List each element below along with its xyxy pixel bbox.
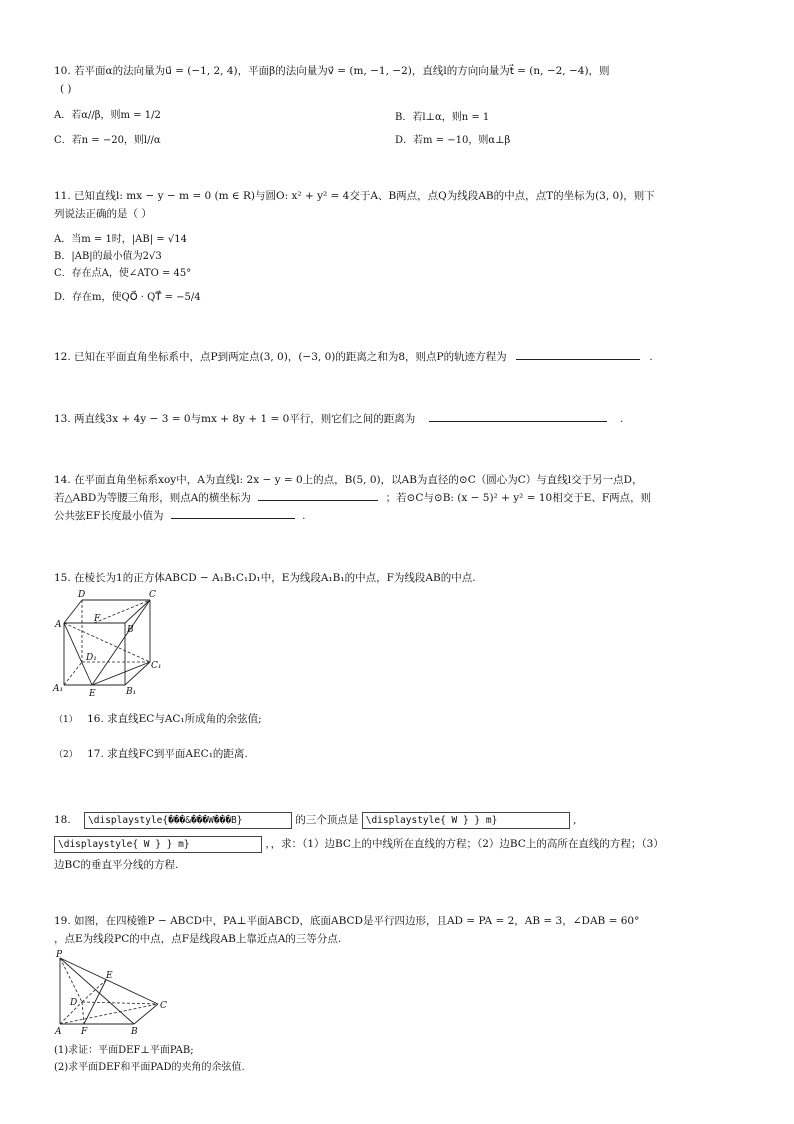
- q15-label-d1: D₁: [86, 653, 97, 663]
- q15-stem: 15. 在棱长为1的正方体ABCD − A₁B₁C₁D₁中，E为线段A₁B₁的中点，F为线段AB的中点.: [54, 572, 476, 584]
- q15-label-b1: B₁: [126, 687, 137, 697]
- pyr-hidden-dc: [82, 1002, 158, 1004]
- q15-label-c: C: [149, 590, 156, 600]
- q11-option-a: A．当m = 1时，|AB| = √14: [54, 234, 187, 245]
- q19-label-b: B: [131, 1027, 138, 1037]
- pyr-hidden-pd: [60, 958, 82, 1002]
- q19-stem-line2: ，点E为线段PC的中点，点F是线段AB上靠近点A的三等分点.: [54, 933, 342, 945]
- q19-label-a: A: [55, 1027, 62, 1037]
- cube-edge-bc: [125, 600, 150, 623]
- cube-hidden-fc: [94, 600, 150, 623]
- q18-latex-box-1: \displaystyle{���&���W���B}: [84, 812, 292, 829]
- q15-label-f: F: [94, 614, 101, 624]
- q10-paren: ( ): [60, 83, 72, 95]
- q14-period: .: [302, 510, 306, 522]
- q19-sub-1: (1)求证：平面DEF⊥平面PAB;: [54, 1045, 194, 1056]
- question-12: [54, 348, 744, 366]
- cube-hidden-a1d1: [64, 662, 82, 685]
- q11-stem-line2: 列说法正确的是（ ）: [54, 208, 152, 220]
- q15-sub2-text: 17. 求直线FC到平面AEC₁的距离.: [87, 748, 248, 760]
- question-19: [54, 912, 744, 948]
- q18-line2: [54, 832, 744, 856]
- q13-answer-blank[interactable]: [429, 410, 607, 422]
- q18-comma: ,: [573, 814, 577, 826]
- q15-sub2-number: （2）: [54, 750, 78, 760]
- pyr-edge-pb: [60, 958, 134, 1024]
- q18-latex-box-3: \displaystyle{ W } } m}: [54, 836, 262, 853]
- q14-line2-text-b: ；若⊙C与⊙B: (x − 5)² + y² = 10相交于E、F两点，则: [385, 492, 652, 504]
- q14-answer-blank-1[interactable]: [258, 489, 378, 501]
- q10-option-d: D．若m = −10，则α⊥β: [395, 135, 511, 146]
- q12-answer-blank[interactable]: [516, 348, 640, 360]
- q18-latex-box-2: \displaystyle{ W } } m}: [362, 812, 570, 829]
- q18-vertices-text: 的三个顶点是: [295, 814, 359, 826]
- cube-edge-ad: [64, 600, 82, 623]
- pyr-hidden-de: [82, 980, 106, 1002]
- q15-label-b: B: [127, 625, 134, 635]
- cube-edge-ec1: [92, 662, 150, 685]
- q15-sub1-number: （1）: [54, 715, 78, 725]
- q10-option-c: C．若n = −20，则l//α: [54, 135, 161, 146]
- q19-label-e: E: [106, 971, 113, 981]
- q19-label-p: P: [56, 950, 63, 960]
- q15-label-a: A: [55, 620, 62, 630]
- q12-text: 12. 已知在平面直角坐标系中，点P到两定点(3, 0)，(−3, 0)的距离之和为8，则点P的轨迹方程为: [54, 351, 507, 363]
- q11-stem-line1: 11. 已知直线l: mx − y − m = 0 (m ∈ R)与圆O: x² + y² = 4交于A、B两点，点Q为线段AB的中点，点T的坐标为(3, 0)，则下: [54, 190, 655, 202]
- q15-label-e: E: [89, 689, 96, 699]
- q10-option-a: A．若α//β，则m = 1/2: [54, 110, 161, 121]
- q14-line3-text: 公共弦EF长度最小值为: [54, 510, 164, 522]
- q14-line2: [54, 489, 744, 507]
- q11-option-d: D．存在m，使QO⃗ · QT⃗ = −5/4: [54, 292, 201, 303]
- question-15: [54, 569, 744, 587]
- q14-line3: [54, 507, 744, 525]
- q15-label-c1: C₁: [151, 661, 162, 671]
- question-18: [54, 808, 744, 874]
- q18-questions-text: ，，求：（1）边BC上的中线所在直线的方程；（2）边BC上的高所在直线的方程；（3）: [265, 838, 664, 850]
- q11-option-b: B．|AB|的最小值为2√3: [54, 251, 162, 262]
- pyr-edge-bc: [134, 1004, 158, 1024]
- q19-label-f: F: [81, 1027, 88, 1037]
- q18-line3: 边BC的垂直平分线的方程.: [54, 859, 179, 871]
- cube-hidden-ac1: [64, 623, 150, 662]
- q15-label-d: D: [78, 590, 86, 600]
- q18-line1: [54, 808, 744, 832]
- q18-number: 18.: [54, 814, 71, 826]
- q14-line1: 14. 在平面直角坐标系xoy中，A为直线l: 2x − y = 0上的点，B(5, 0)，以AB为直径的⊙C（圆心为C）与直线l交于另一点D，: [54, 474, 643, 486]
- q14-line2-text-a: 若△ABD为等腰三角形，则点A的横坐标为: [54, 492, 251, 504]
- q11-option-c: C．存在点A，使∠ATO = 45°: [54, 268, 192, 279]
- q14-answer-blank-2[interactable]: [171, 507, 295, 519]
- q10-stem: 10. 若平面α的法向量为u⃗ = (−1, 2, 4)，平面β的法向量为v⃗ = (m, −1, −2)，直线l的方向向量为t⃗ = (n, −2, −4)，则: [54, 65, 610, 77]
- q15-sub-2: [54, 746, 248, 763]
- question-13: [54, 410, 744, 428]
- q19-pyramid-figure: [50, 952, 180, 1037]
- q19-stem-line1: 19. 如图，在四棱锥P − ABCD中，PA⊥平面ABCD，底面ABCD是平行四边形，且AD = PA = 2，AB = 3，∠DAB = 60°: [54, 915, 640, 927]
- cube-edge-b1c1: [125, 662, 150, 685]
- q19-sub-2: (2)求平面DEF和平面PAD的夹角的余弦值.: [54, 1062, 245, 1073]
- q19-label-d: D: [70, 998, 78, 1008]
- question-10: [54, 62, 744, 98]
- q15-label-a1: A₁: [53, 684, 64, 694]
- q10-option-b: B．若l⊥α，则n = 1: [395, 112, 490, 123]
- q13-period: .: [620, 413, 624, 425]
- q15-sub1-text: 16. 求直线EC与AC₁所成角的余弦值;: [87, 713, 262, 725]
- q19-label-c: C: [160, 1001, 167, 1011]
- pyr-hidden-df: [82, 1002, 84, 1024]
- q15-sub-1: [54, 711, 262, 728]
- q15-cube-figure: [50, 590, 180, 700]
- q13-text: 13. 两直线3x + 4y − 3 = 0与mx + 8y + 1 = 0平行，则它们之间的距离为: [54, 413, 416, 425]
- question-11: [54, 187, 744, 223]
- q12-period: .: [649, 351, 653, 363]
- cube-edge-ec: [92, 600, 150, 685]
- question-14: [54, 471, 744, 525]
